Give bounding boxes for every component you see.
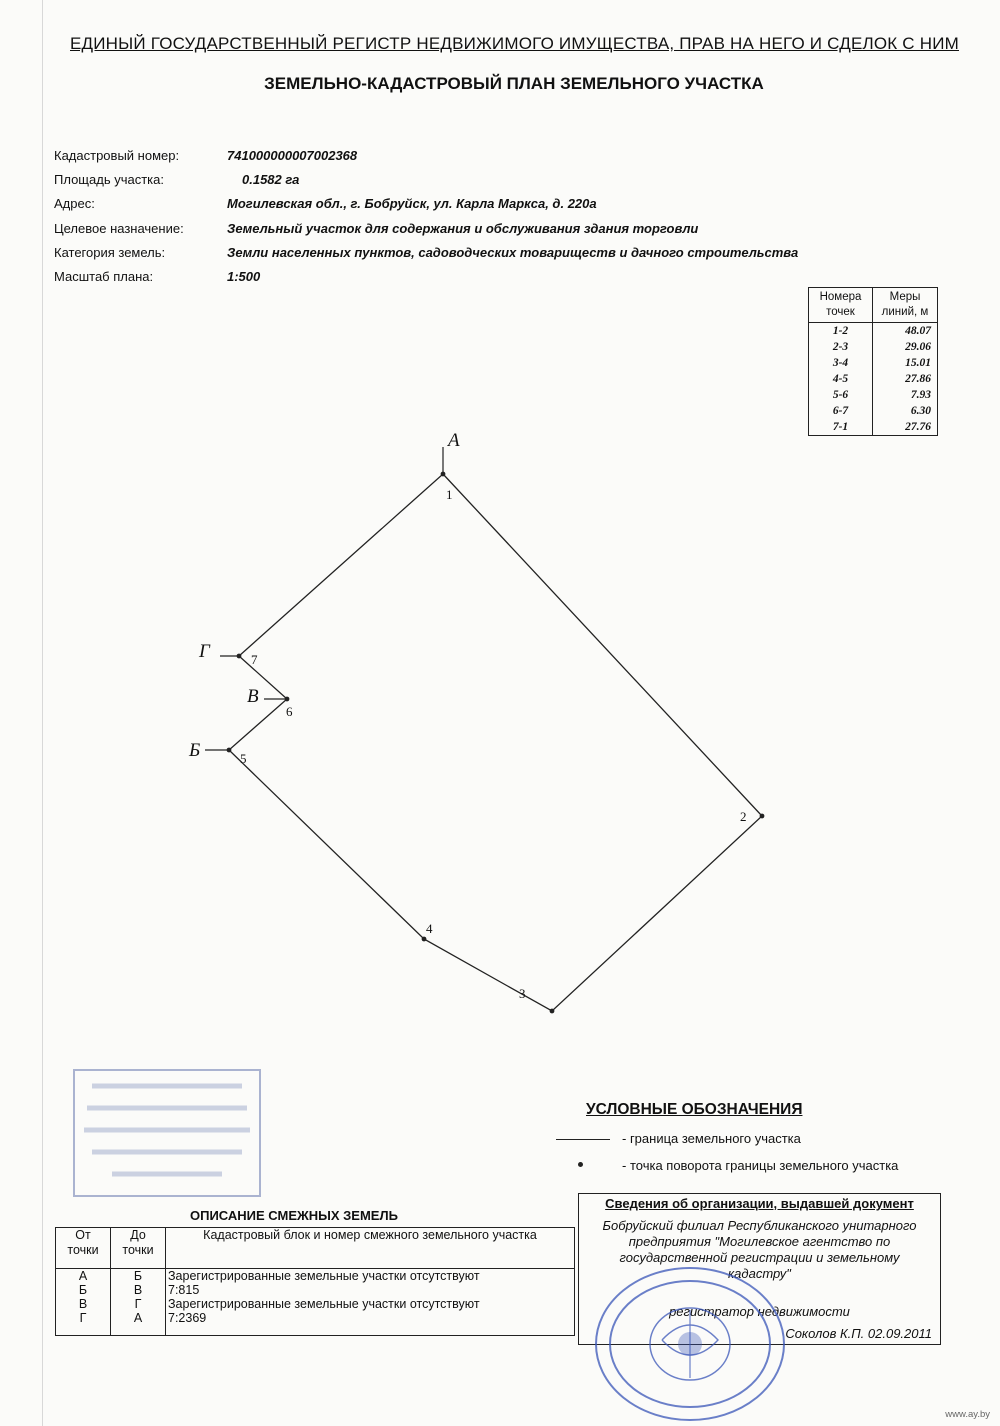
table-row	[809, 387, 938, 403]
adj-to: Б	[111, 1269, 166, 1284]
info-row-address	[54, 196, 954, 220]
point-label-4: 4	[426, 921, 433, 936]
adj-from: Б	[56, 1283, 111, 1297]
point-label-5: 5	[240, 751, 247, 766]
adj-to: Г	[111, 1297, 166, 1311]
table-row	[809, 355, 938, 371]
official-seal-stamp	[590, 1262, 790, 1422]
point-label-7: 7	[251, 652, 258, 667]
adj-from: А	[56, 1269, 111, 1284]
adj-desc: 7:2369	[166, 1311, 575, 1336]
meas-seg: 5-6	[809, 387, 873, 403]
organization-name: Бобруйский филиал Республиканского унитарного предприятия "Могилевское агентство по государственной регистрации и земельному кадастру"	[602, 1218, 917, 1281]
turn-point-2	[760, 814, 765, 819]
meas-len: 6.30	[873, 403, 938, 419]
table-row	[809, 323, 938, 340]
meas-seg: 1-2	[809, 323, 873, 340]
watermark: www.ay.by	[945, 1409, 990, 1420]
turn-point-6	[285, 697, 290, 702]
letter-label-g: Г	[199, 641, 210, 662]
adj-header-from: От точки	[56, 1228, 111, 1269]
adj-header-desc: Кадастровый блок и номер смежного земельного участка	[166, 1228, 575, 1269]
adj-header-to: До точки	[111, 1228, 166, 1269]
info-label: Масштаб плана:	[54, 268, 154, 284]
info-row-purpose	[54, 221, 954, 245]
adjacent-lands-title: ОПИСАНИЕ СМЕЖНЫХ ЗЕМЕЛЬ	[190, 1208, 398, 1223]
adjacent-lands-table	[55, 1227, 575, 1336]
info-label: Категория земель:	[54, 244, 166, 260]
info-row-cadastral-number	[54, 148, 954, 172]
table-row	[56, 1283, 575, 1297]
meas-seg: 2-3	[809, 339, 873, 355]
table-row	[809, 371, 938, 387]
turn-point-5	[227, 748, 232, 753]
meas-seg: 3-4	[809, 355, 873, 371]
point-label-2: 2	[740, 809, 747, 824]
info-label: Кадастровый номер:	[54, 148, 180, 163]
measurements-table	[808, 287, 938, 436]
legend-point-dot	[578, 1162, 583, 1167]
meas-len: 27.76	[873, 419, 938, 436]
legend-title: УСЛОВНЫЕ ОБОЗНАЧЕНИЯ	[586, 1101, 803, 1118]
info-value: Земельный участок для содержания и обслуживания здания торговли	[227, 220, 699, 236]
legend-boundary-line	[556, 1139, 610, 1140]
info-label: Целевое назначение:	[54, 220, 184, 236]
adj-desc: 7:815	[166, 1283, 575, 1297]
meas-header-points: Номера точек	[809, 288, 873, 323]
plot-info-block	[54, 148, 954, 293]
meas-len: 29.06	[873, 339, 938, 355]
legend-point-text: - точка поворота границы земельного участка	[622, 1158, 899, 1173]
info-value: 1:500	[227, 268, 261, 284]
meas-len: 48.07	[873, 323, 938, 340]
registrar-role: регистратор недвижимости	[669, 1304, 850, 1319]
table-row	[56, 1297, 575, 1311]
table-row	[56, 1269, 575, 1284]
plot-plan-drawing	[0, 420, 1000, 1040]
turn-point-3	[550, 1009, 555, 1014]
point-label-3: 3	[519, 986, 526, 1001]
info-label: Площадь участка:	[54, 172, 164, 188]
info-row-category	[54, 245, 954, 269]
table-row	[809, 403, 938, 419]
info-value: 0.1582 га	[242, 172, 300, 188]
turn-point-1	[441, 472, 446, 477]
letter-label-b: Б	[189, 740, 201, 761]
document-title: ЗЕМЕЛЬНО-КАДАСТРОВЫЙ ПЛАН ЗЕМЕЛЬНОГО УЧАСТКА	[264, 74, 764, 93]
info-value: 741000000007002368	[227, 148, 358, 163]
letter-label-v: В	[247, 686, 259, 707]
adj-to: А	[111, 1311, 166, 1336]
meas-len: 27.86	[873, 371, 938, 387]
registrar-signature-date: Соколов К.П. 02.09.2011	[785, 1326, 932, 1341]
turn-point-7	[237, 654, 242, 659]
turn-point-4	[422, 937, 427, 942]
info-label: Адрес:	[54, 196, 95, 212]
meas-seg: 6-7	[809, 403, 873, 419]
info-value: Земли населенных пунктов, садоводческих товариществ и дачного строительства	[227, 244, 799, 260]
point-label-6: 6	[286, 704, 293, 719]
table-row	[56, 1311, 575, 1336]
point-label-1: 1	[446, 487, 453, 502]
meas-len: 7.93	[873, 387, 938, 403]
registry-header: ЕДИНЫЙ ГОСУДАРСТВЕННЫЙ РЕГИСТР НЕДВИЖИМОГО ИМУЩЕСТВА, ПРАВ НА НЕГО И СДЕЛОК С НИМ	[70, 34, 959, 53]
legend-boundary-text: - граница земельного участка	[622, 1131, 801, 1146]
plot-boundary	[229, 474, 762, 1011]
adj-desc: Зарегистрированные земельные участки отсутствуют	[166, 1297, 575, 1311]
meas-seg: 7-1	[809, 419, 873, 436]
meas-seg: 4-5	[809, 371, 873, 387]
adj-from: Г	[56, 1311, 111, 1336]
info-value: Могилевская обл., г. Бобруйск, ул. Карла Маркса, д. 220а	[227, 196, 597, 212]
adj-desc: Зарегистрированные земельные участки отсутствуют	[166, 1269, 575, 1284]
meas-len: 15.01	[873, 355, 938, 371]
table-row	[809, 339, 938, 355]
adj-to: В	[111, 1283, 166, 1297]
letter-label-a: А	[448, 430, 460, 451]
meas-header-lengths: Меры линий, м	[873, 288, 938, 323]
adj-from: В	[56, 1297, 111, 1311]
organization-title: Сведения об организации, выдавшей документ	[605, 1196, 914, 1211]
faint-rectangular-stamp	[72, 1068, 262, 1198]
info-row-area	[54, 172, 954, 196]
